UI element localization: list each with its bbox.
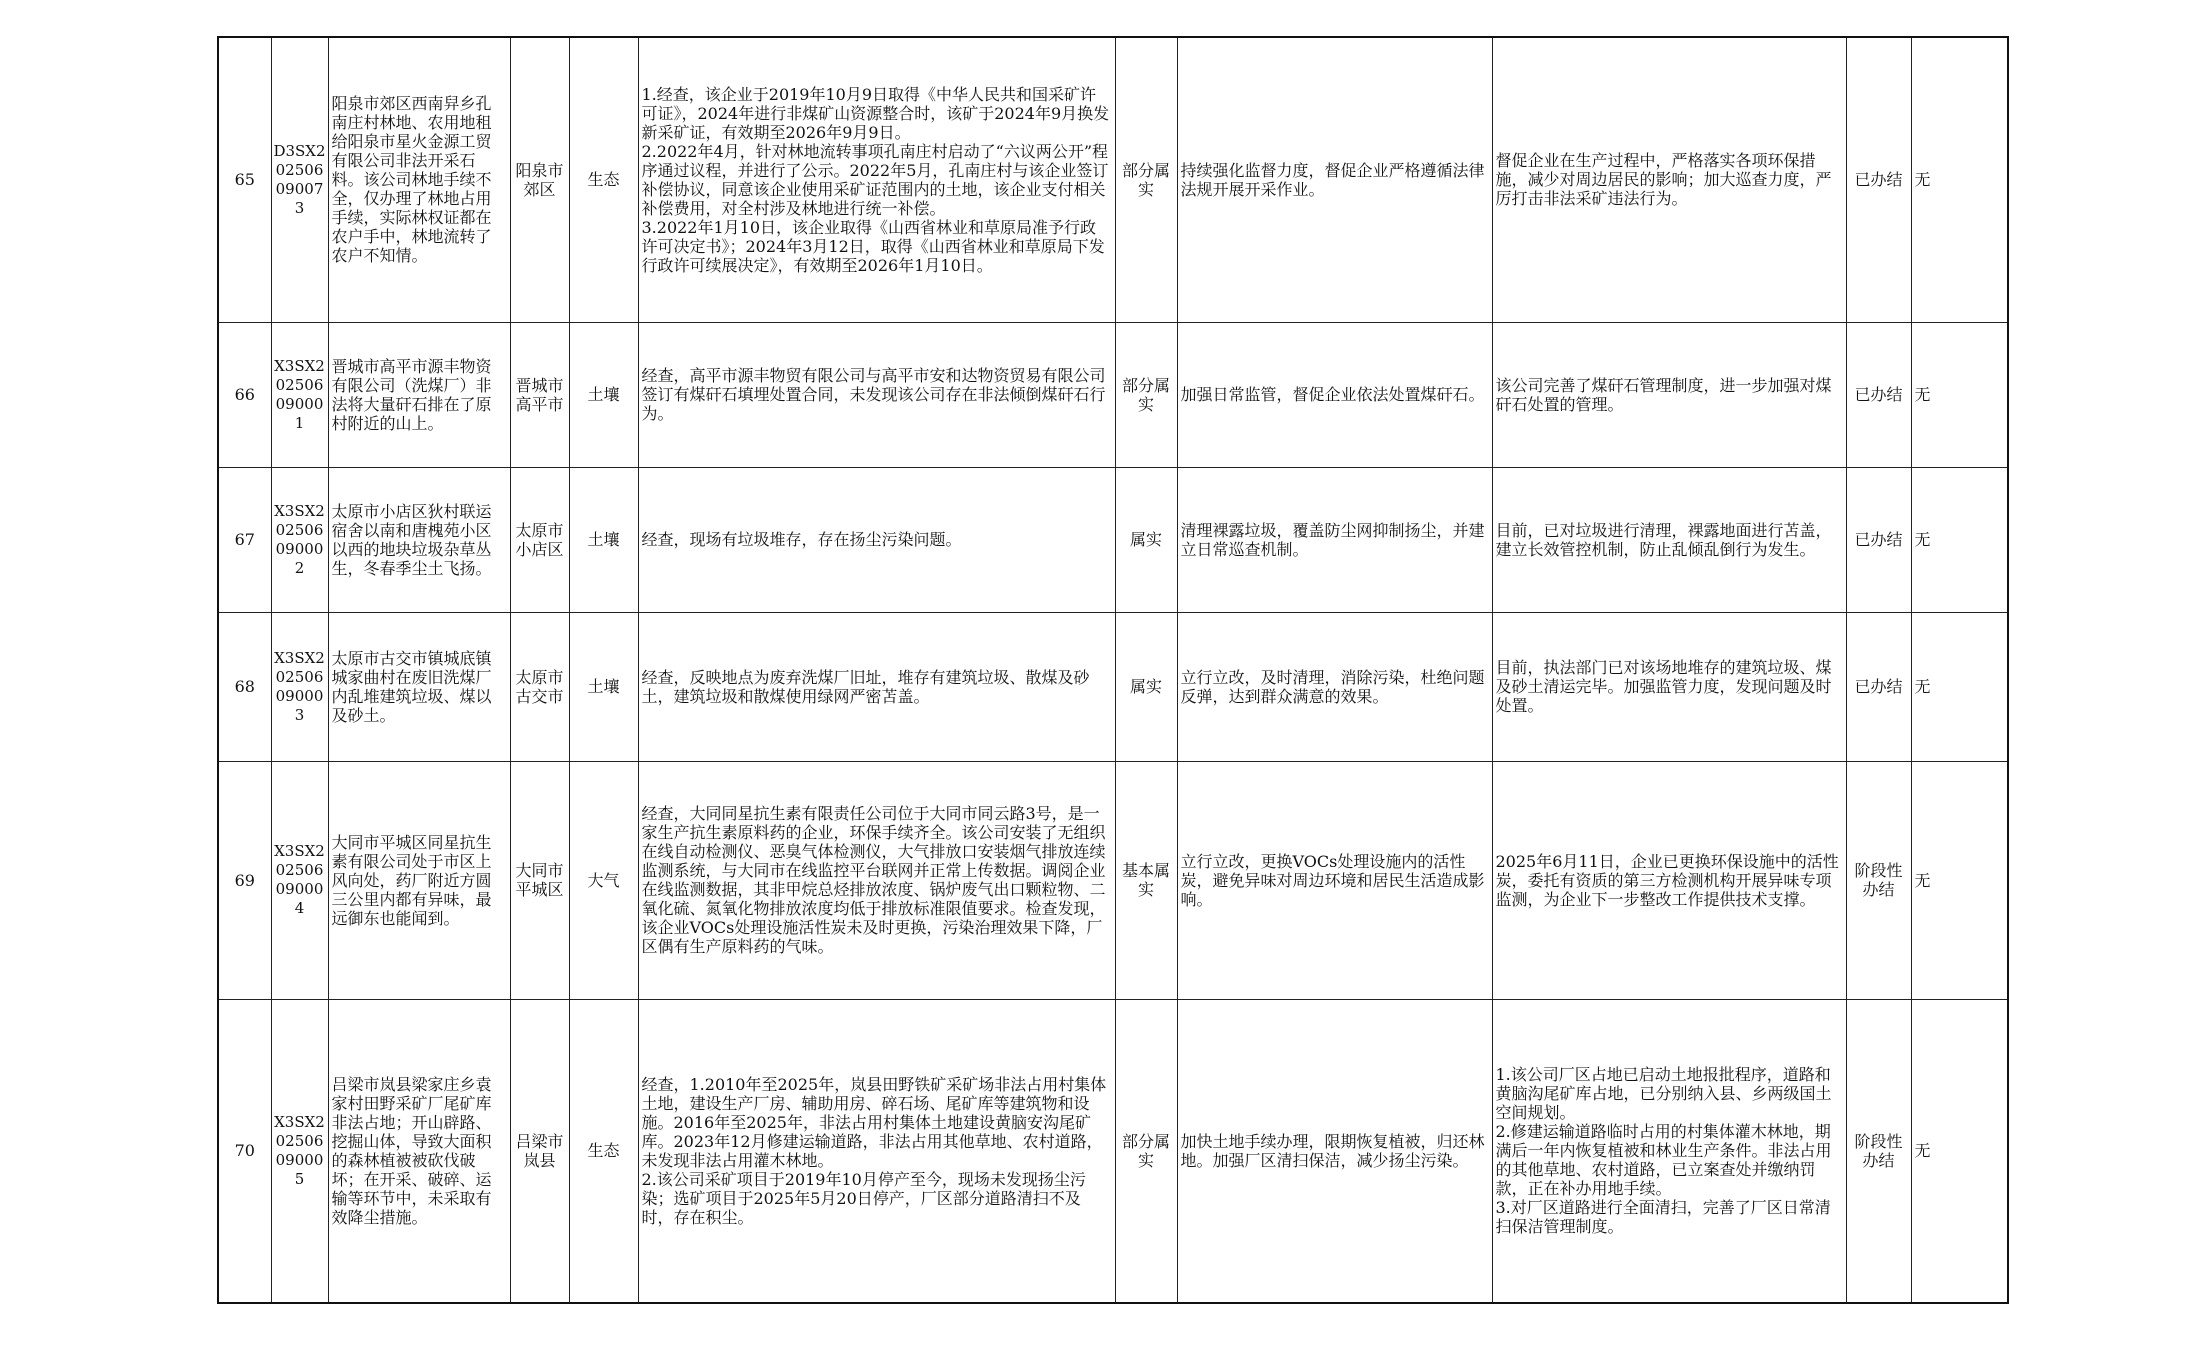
case-code: X3SX202506090001 bbox=[271, 322, 328, 467]
row-number: 69 bbox=[218, 761, 271, 999]
report-table bbox=[217, 36, 2009, 1304]
pollution-type: 生态 bbox=[569, 999, 638, 1303]
verification-result: 基本属实 bbox=[1115, 761, 1177, 999]
verification-details: 1.经查，该企业于2019年10月9日取得《中华人民共和国采矿许可证》，2024年进行非煤矿山资源整合时，该矿于2024年9月换发新采矿证，有效期至2026年9月9日。 2.2022年4月，针对林地流转事项孔南庄村启动了“六议两公开”程序通过议程，并进行了公示。2022年5月，孔南庄村与该企业签订补偿协议，同意该企业使用采矿证范围内的土地，该企业支付相关补偿费用，对全村涉及林地进行统一补偿。 3.2022年1月10日，该企业取得《山西省林业和草原局准予行政许可决定书》；2024年3月12日，取得《山西省林业和草原局下发行政许可续展决定》，有效期至2026年1月10日。 bbox=[638, 37, 1115, 322]
row-number: 65 bbox=[218, 37, 271, 322]
row-number: 67 bbox=[218, 467, 271, 612]
administrative-region: 太原市小店区 bbox=[510, 467, 569, 612]
verification-details: 经查，现场有垃圾堆存，存在扬尘污染问题。 bbox=[638, 467, 1115, 612]
verification-result: 部分属实 bbox=[1115, 37, 1177, 322]
handling-measures: 加强日常监管，督促企业依法处置煤矸石。 bbox=[1177, 322, 1492, 467]
rectification-progress: 目前，已对垃圾进行清理，裸露地面进行苫盖，建立长效管控机制，防止乱倾乱倒行为发生。 bbox=[1492, 467, 1846, 612]
administrative-region: 太原市古交市 bbox=[510, 612, 569, 761]
rectification-progress: 1.该公司厂区占地已启动土地报批程序，道路和黄脑沟尾矿库占地，已分别纳入县、乡两级国土空间规划。 2.修建运输道路临时占用的村集体灌木林地，期满后一年内恢复植被和林业生产条件。非法占用的其他草地、农村道路，已立案查处并缴纳罚款，正在补办用地手续。 3.对厂区道路进行全面清扫，完善了厂区日常清扫保洁管理制度。 bbox=[1492, 999, 1846, 1303]
row-number: 66 bbox=[218, 322, 271, 467]
table-row bbox=[218, 322, 2008, 467]
completion-status: 阶段性办结 bbox=[1846, 999, 1911, 1303]
case-code: X3SX202506090003 bbox=[271, 612, 328, 761]
table-row bbox=[218, 37, 2008, 322]
handling-measures: 立行立改，更换VOCs处理设施内的活性炭，避免异味对周边环境和居民生活造成影响。 bbox=[1177, 761, 1492, 999]
rectification-progress: 2025年6月11日，企业已更换环保设施中的活性炭，委托有资质的第三方检测机构开展异味专项监测，为企业下一步整改工作提供技术支撑。 bbox=[1492, 761, 1846, 999]
case-code: D3SX202506090073 bbox=[271, 37, 328, 322]
completion-status: 已办结 bbox=[1846, 322, 1911, 467]
verification-result: 属实 bbox=[1115, 612, 1177, 761]
complaint-content: 吕梁市岚县梁家庄乡袁家村田野采矿厂尾矿库非法占地；开山辟路、挖掘山体，导致大面积的森林植被被砍伐破坏；在开采、破碎、运输等环节中，未采取有效降尘措施。 bbox=[328, 999, 510, 1303]
table-row bbox=[218, 761, 2008, 999]
administrative-region: 晋城市高平市 bbox=[510, 322, 569, 467]
administrative-region: 吕梁市岚县 bbox=[510, 999, 569, 1303]
accountability-note: 无 bbox=[1911, 612, 2008, 761]
accountability-note: 无 bbox=[1911, 467, 2008, 612]
handling-measures: 持续强化监督力度，督促企业严格遵循法律法规开展开采作业。 bbox=[1177, 37, 1492, 322]
verification-details: 经查，高平市源丰物贸有限公司与高平市安和达物资贸易有限公司签订有煤矸石填埋处置合同，未发现该公司存在非法倾倒煤矸石行为。 bbox=[638, 322, 1115, 467]
complaint-content: 太原市古交市镇城底镇城家曲村在废旧洗煤厂内乱堆建筑垃圾、煤以及砂土。 bbox=[328, 612, 510, 761]
table-row bbox=[218, 467, 2008, 612]
accountability-note: 无 bbox=[1911, 761, 2008, 999]
verification-details: 经查，1.2010年至2025年，岚县田野铁矿采矿场非法占用村集体土地，建设生产厂房、辅助用房、碎石场、尾矿库等建筑物和设施。2016年至2025年，非法占用村集体土地建设黄脑安沟尾矿库。2023年12月修建运输道路，非法占用其他草地、农村道路，未发现非法占用灌木林地。 2.该公司采矿项目于2019年10月停产至今，现场未发现扬尘污染；选矿项目于2025年5月20日停产，厂区部分道路清扫不及时，存在积尘。 bbox=[638, 999, 1115, 1303]
accountability-note: 无 bbox=[1911, 322, 2008, 467]
handling-measures: 清理裸露垃圾，覆盖防尘网抑制扬尘，并建立日常巡查机制。 bbox=[1177, 467, 1492, 612]
completion-status: 已办结 bbox=[1846, 37, 1911, 322]
complaint-content: 阳泉市郊区西南舁乡孔南庄村林地、农用地租给阳泉市星火金源工贸有限公司非法开采石料。该公司林地手续不全，仅办理了林地占用手续，实际林权证都在农户手中，林地流转了农户不知情。 bbox=[328, 37, 510, 322]
completion-status: 已办结 bbox=[1846, 467, 1911, 612]
table-row bbox=[218, 612, 2008, 761]
handling-measures: 加快土地手续办理，限期恢复植被，归还林地。加强厂区清扫保洁，减少扬尘污染。 bbox=[1177, 999, 1492, 1303]
row-number: 70 bbox=[218, 999, 271, 1303]
administrative-region: 阳泉市郊区 bbox=[510, 37, 569, 322]
case-code: X3SX202506090005 bbox=[271, 999, 328, 1303]
completion-status: 已办结 bbox=[1846, 612, 1911, 761]
completion-status: 阶段性办结 bbox=[1846, 761, 1911, 999]
verification-details: 经查，大同同星抗生素有限责任公司位于大同市同云路3号，是一家生产抗生素原料药的企业，环保手续齐全。该公司安装了无组织在线自动检测仪、恶臭气体检测仪，大气排放口安装烟气排放连续监测系统，与大同市在线监控平台联网并正常上传数据。调阅企业在线监测数据，其非甲烷总烃排放浓度、锅炉废气出口颗粒物、二氧化硫、氮氧化物排放浓度均低于排放标准限值要求。检查发现，该企业VOCs处理设施活性炭未及时更换，污染治理效果下降，厂区偶有生产原料药的气味。 bbox=[638, 761, 1115, 999]
administrative-region: 大同市平城区 bbox=[510, 761, 569, 999]
complaint-content: 晋城市高平市源丰物资有限公司（洗煤厂）非法将大量矸石排在了原村附近的山上。 bbox=[328, 322, 510, 467]
pollution-type: 土壤 bbox=[569, 322, 638, 467]
rectification-progress: 督促企业在生产过程中，严格落实各项环保措施，减少对周边居民的影响；加大巡查力度，严厉打击非法采矿违法行为。 bbox=[1492, 37, 1846, 322]
verification-details: 经查，反映地点为废弃洗煤厂旧址，堆存有建筑垃圾、散煤及砂土，建筑垃圾和散煤使用绿网严密苫盖。 bbox=[638, 612, 1115, 761]
rectification-progress: 该公司完善了煤矸石管理制度，进一步加强对煤矸石处置的管理。 bbox=[1492, 322, 1846, 467]
pollution-type: 大气 bbox=[569, 761, 638, 999]
verification-result: 属实 bbox=[1115, 467, 1177, 612]
verification-result: 部分属实 bbox=[1115, 999, 1177, 1303]
complaint-content: 大同市平城区同星抗生素有限公司处于市区上风向处，药厂附近方圆三公里内都有异味，最远御东也能闻到。 bbox=[328, 761, 510, 999]
pollution-type: 土壤 bbox=[569, 612, 638, 761]
table-row bbox=[218, 999, 2008, 1303]
accountability-note: 无 bbox=[1911, 37, 2008, 322]
row-number: 68 bbox=[218, 612, 271, 761]
verification-result: 部分属实 bbox=[1115, 322, 1177, 467]
complaint-content: 太原市小店区狄村联运宿舍以南和唐槐苑小区以西的地块垃圾杂草丛生，冬春季尘土飞扬。 bbox=[328, 467, 510, 612]
case-code: X3SX202506090002 bbox=[271, 467, 328, 612]
rectification-progress: 目前，执法部门已对该场地堆存的建筑垃圾、煤及砂土清运完毕。加强监管力度，发现问题及时处置。 bbox=[1492, 612, 1846, 761]
case-code: X3SX202506090004 bbox=[271, 761, 328, 999]
pollution-type: 土壤 bbox=[569, 467, 638, 612]
accountability-note: 无 bbox=[1911, 999, 2008, 1303]
pollution-type: 生态 bbox=[569, 37, 638, 322]
handling-measures: 立行立改，及时清理，消除污染，杜绝问题反弹，达到群众满意的效果。 bbox=[1177, 612, 1492, 761]
